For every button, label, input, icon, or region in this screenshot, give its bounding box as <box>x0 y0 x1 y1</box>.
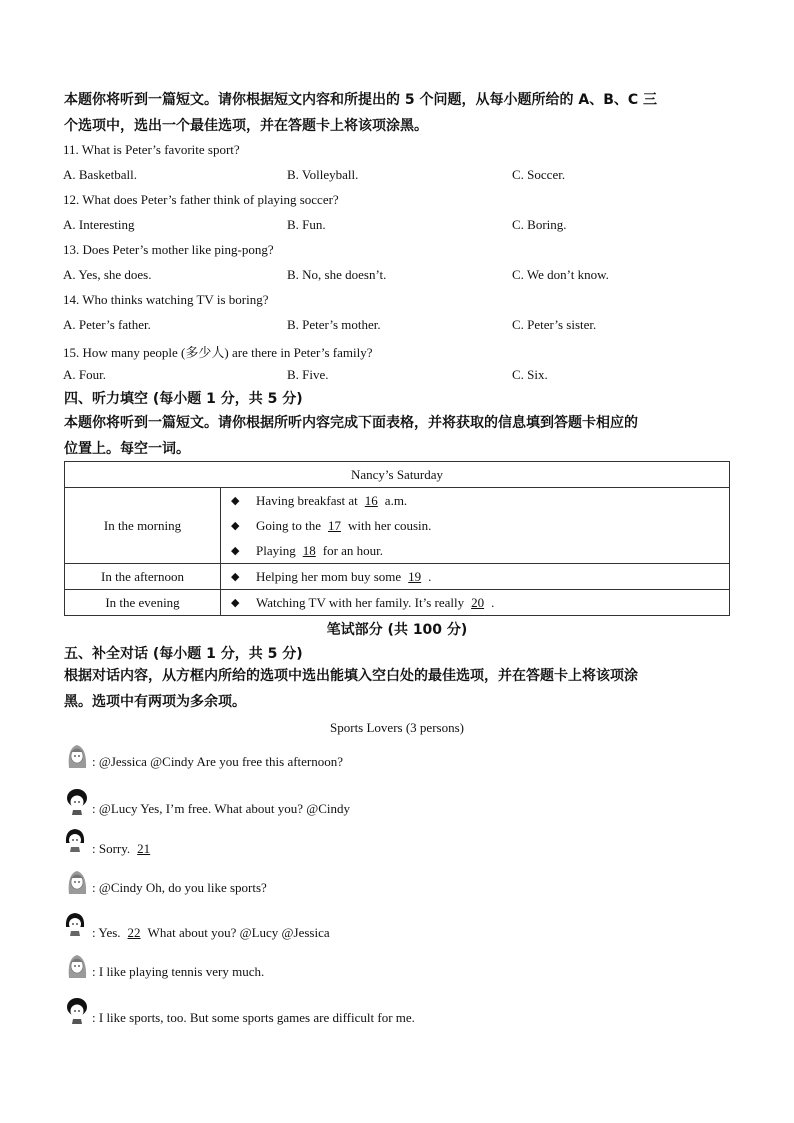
chat-message <box>64 827 157 857</box>
table-row <box>65 590 730 616</box>
list-item <box>221 590 729 615</box>
item-text: Playing <box>256 542 296 558</box>
list-item <box>221 564 729 589</box>
item-text: . <box>491 594 495 610</box>
chat-message <box>64 787 350 817</box>
written-part-title: 笔试部分 (共 100 分) <box>326 622 468 638</box>
instruction-line: 本题你将听到一篇短文。请你根据所听内容完成下面表格，并将获取的信息填到答题卡相应的 <box>64 415 638 431</box>
answer-blank: 17 <box>328 517 341 533</box>
table-row <box>65 564 730 590</box>
diamond-bullet-icon: ◆ <box>231 520 240 532</box>
list-item <box>221 538 729 563</box>
message-text: : I like sports, too. But some sports games are difficult for me. <box>92 1010 415 1025</box>
question-text: 14. Who thinks watching TV is boring? <box>63 292 269 307</box>
message-text: : Sorry. <box>92 841 131 856</box>
item-text: a.m. <box>384 492 408 508</box>
girl-long-hair-icon <box>64 950 90 980</box>
girl-short-hair-icon <box>64 787 90 817</box>
list-item <box>221 488 729 513</box>
schedule-table <box>64 461 730 616</box>
instruction-line: 个选项中，选出一个最佳选项，并在答题卡上将该项涂黑。 <box>64 118 428 134</box>
chat-title: Sports Lovers (3 persons) <box>330 720 464 735</box>
option-a: A. Four. <box>63 367 106 382</box>
section4-instructions <box>64 410 730 462</box>
option-b: B. Fun. <box>287 217 326 232</box>
girl-long-hair-icon <box>64 866 90 896</box>
section5-instructions <box>64 663 730 715</box>
list-item <box>221 513 729 538</box>
row-label-morning: In the morning <box>65 488 221 564</box>
answer-blank: 18 <box>302 542 316 558</box>
diamond-bullet-icon: ◆ <box>231 571 240 583</box>
message-text: What about you? @Lucy @Jessica <box>147 925 330 940</box>
question-text: 13. Does Peter’s mother like ping-pong? <box>63 242 274 257</box>
chat-message <box>64 740 343 770</box>
answer-blank: 16 <box>364 492 378 508</box>
option-b: B. No, she doesn’t. <box>287 267 387 282</box>
item-text: . <box>428 568 432 584</box>
instruction-line: 位置上。每空一词。 <box>64 441 190 457</box>
instruction-line: 本题你将听到一篇短文。请你根据短文内容和所提出的 5 个问题，从每小题所给的 A、B、C 三 <box>64 92 658 108</box>
option-c: C. Boring. <box>512 217 567 232</box>
option-c: C. Peter’s sister. <box>512 317 597 332</box>
row-label-afternoon: In the afternoon <box>65 564 221 590</box>
item-text: Going to the <box>256 517 321 533</box>
item-text: Watching TV with her family. It’s really <box>256 594 465 610</box>
chat-message <box>64 950 264 980</box>
item-text: with her cousin. <box>348 517 432 533</box>
message-text: : @Jessica @Cindy Are you free this afternoon? <box>92 754 344 769</box>
option-b: B. Volleyball. <box>287 167 359 182</box>
message-text: : @Lucy Yes, I’m free. What about you? @Cindy <box>92 801 351 816</box>
girl-bob-hair-icon <box>64 827 90 857</box>
chat-message <box>64 911 330 941</box>
item-text: Having breakfast at <box>256 492 358 508</box>
table-row <box>65 488 730 564</box>
row-label-evening: In the evening <box>65 590 221 616</box>
option-c: C. Soccer. <box>512 167 566 182</box>
chat-message <box>64 996 415 1026</box>
option-c: C. We don’t know. <box>512 267 609 282</box>
girl-short-hair-icon <box>64 996 90 1026</box>
option-a: A. Interesting <box>63 217 135 232</box>
instruction-line: 黑。选项中有两项为多余项。 <box>64 694 246 710</box>
item-text: for an hour. <box>322 542 384 558</box>
answer-blank: 20 <box>471 594 485 610</box>
table-caption: Nancy’s Saturday <box>65 462 730 488</box>
section5-heading: 五、补全对话 (每小题 1 分，共 5 分) <box>64 646 303 662</box>
option-c: C. Six. <box>512 367 548 382</box>
girl-bob-hair-icon <box>64 911 90 941</box>
message-text: : Yes. <box>92 925 121 940</box>
question-text: 15. How many people (多少人) are there in Peter’s family? <box>63 345 373 360</box>
option-a: A. Peter’s father. <box>63 317 151 332</box>
option-b: B. Peter’s mother. <box>287 317 381 332</box>
question-text: 12. What does Peter’s father think of playing soccer? <box>63 192 339 207</box>
message-text <box>92 841 157 857</box>
section4-heading: 四、听力填空 (每小题 1 分，共 5 分) <box>64 391 303 407</box>
message-text: : I like playing tennis very much. <box>92 964 265 979</box>
item-text: Helping her mom buy some <box>256 568 402 584</box>
diamond-bullet-icon: ◆ <box>231 597 240 609</box>
answer-blank: 22 <box>127 925 141 940</box>
option-b: B. Five. <box>287 367 329 382</box>
message-text: : @Cindy Oh, do you like sports? <box>92 880 267 895</box>
instruction-line: 根据对话内容，从方框内所给的选项中选出能填入空白处的最佳选项，并在答题卡上将该项涂 <box>64 668 638 684</box>
message-text <box>92 925 330 941</box>
section3-instructions <box>64 87 730 139</box>
diamond-bullet-icon: ◆ <box>231 495 240 507</box>
girl-long-hair-icon <box>64 740 90 770</box>
option-a: A. Basketball. <box>63 167 138 182</box>
answer-blank: 19 <box>408 568 422 584</box>
option-a: A. Yes, she does. <box>63 267 152 282</box>
morning-items <box>221 488 730 564</box>
question-text: 11. What is Peter’s favorite sport? <box>63 142 240 157</box>
chat-message <box>64 866 267 896</box>
diamond-bullet-icon: ◆ <box>231 545 240 557</box>
answer-blank: 21 <box>137 841 151 856</box>
